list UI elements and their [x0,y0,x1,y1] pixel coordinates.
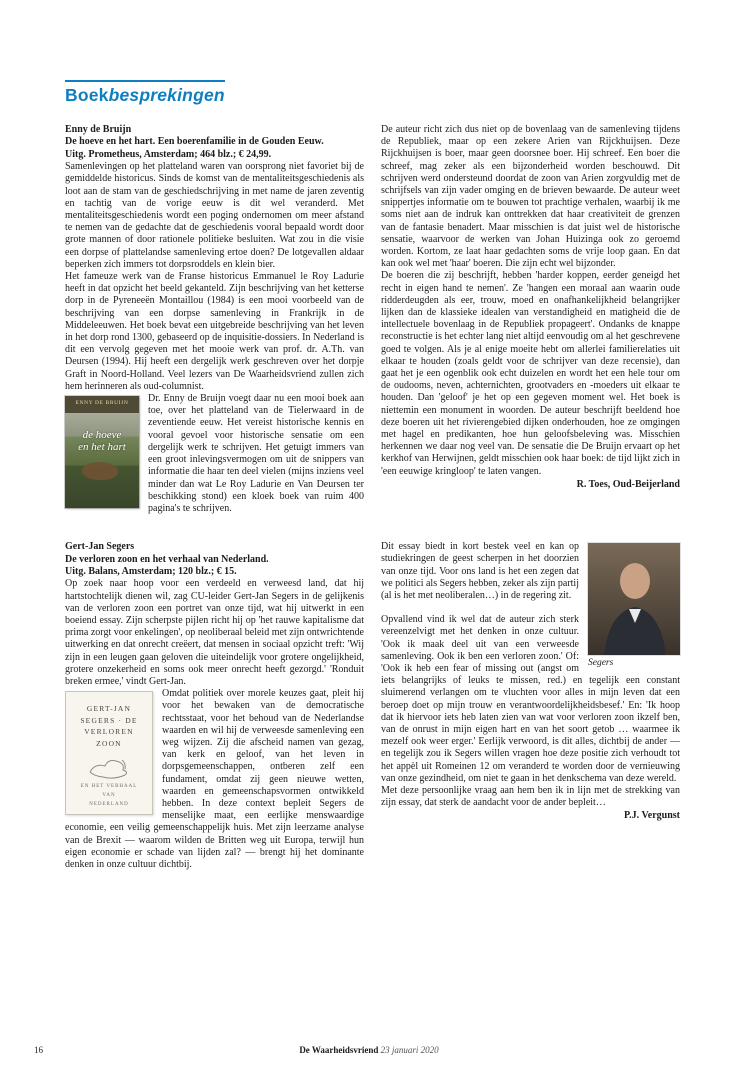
review1-heading [65,124,364,161]
cover-title-line: en het hart [78,440,126,453]
cover-title-line: SEGERS · DE [80,715,138,725]
review-book-title: De hoeve en het hart. Een boerenfamilie in de Gouden Eeuw. [65,136,324,148]
review-paragraph: Dr. Enny de Bruijn voegt daar nu een mooi boek aan toe, over het platteland van de Tielerwaard in de zeventiende eeuw. Het vereist historische kennis en vooral gevoel voor historische sensatie om een dergelijk werk te schrijven. Het getuigt immers van een groot inlevingsvermogen om uit de snippers van informatie die haar ten deel vielen (mijns inziens veel minder dan wat Le Roy Ladurie en Van Deursen ter beschikking stond) een kloek boek van ruim 400 pagina's te schrijven. [148,393,364,514]
book-cover-hoeve-en-het-hart [65,396,139,508]
review2-right-column [381,541,680,871]
title-italic-part: besprekingen [108,85,225,105]
review1-right-column [381,124,680,515]
page-content [65,0,680,871]
review-publisher: Uitg. Prometheus, Amsterdam; 464 blz.; € 24,99. [65,148,272,160]
review-paragraph: Op zoek naar hoop voor een verdeeld en verweesd land, dat hij hartstochtelijk dienen wil, zag CU-leider Gert-Jan Segers in de gelijkenis van de verloren zoon een portret van onze tijd, wat hij uitwerkt in een boeiend essay. Zijn scherpste pijlen richt hij op 'het rauwe kapitalisme dat prima zorgt voor enkelingen', op neoliberaal beleid met zijn ontwrichtende uitwerking en dat onrecht creëert, dat mensen in sociaal opzicht treft: 'Wij zijn in een leugen gaan geloven die uiteindelijk voor grotere ongelijkheid, grotere onzekerheid en soms ook meer onrecht heeft gezorgd.' 'Ronduit breken ermee,' vindt Gert-Jan. [65,578,364,687]
paragraph-with-cover [65,393,364,515]
page-number: 16 [34,1045,43,1055]
cover-author-text: ENNY DE BRUIJN [75,400,129,407]
cover-subtitle-line: EN HET VERHAAL [80,783,138,789]
review-paragraph: Samenlevingen op het platteland waren van oorsprong niet favoriet bij de gemiddelde historicus. Sinds de komst van de mentaliteitsgeschiedenis als loot aan de stam van de geschiedschrijving in met name de jaren zeventig en tachtig van de vorige eeuw is dit wel veranderd. Met mentaliteitsgeschiedenis wordt een poging ondernomen om meer afstand te nemen van de gedachte dat de geschiedenis vooral bepaald wordt door grote mannen of door rationele politieke besluiten. Wat zou in die visie een dorpse of plattelandse samenleving ertoe doen? De lotgevallen aldaar beperken zich immers tot dorpsroddels en klein bier. [65,161,364,270]
review1-left-column [65,124,364,515]
cover-subtitle-line: VAN [102,792,116,798]
review-paragraph: De auteur richt zich dus niet op de bovenlaag van de samenleving tijdens de Republiek, maar op een zekere Arien van Rijckhuijsen. Deze Rijckhuijsen is boer, maar geen doorsnee boer. Hij schreef. Een boer die schreef, mag zeker als een bijzonderheid worden beschouwd. Dit schrijven werd ondersteund doordat de zoon van Arien zorgvuldig met de schrijfsels van zijn vader omging en de brieven bewaarde. De auteur weet snippertjes informatie om te bouwen tot prachtige verhalen, waarbij ik me soms niet aan de indruk kan onttrekken dat haar creativiteit de grenzen van de fantasie benadert. Maar misschien is dat juist wel de historische sensatie, waarvoor de werken van Johan Huizinga ook zo geroemd worden. Kortom, ze laat haar gedachten soms de vrije loop gaan. En dat kan ook wel met 'haar' boeren. Die zijn echt wel bijzonder. [381,124,680,270]
book-review-2 [65,541,680,871]
segers-photo-figure [588,543,680,668]
review2-heading [65,541,364,578]
review-paragraph: Het fameuze werk van de Franse historicus Emmanuel le Roy Ladurie heeft in dat opzicht het beeld gekanteld. Zijn beschrijving van het ketterse dorp in de Pyreneeën Montaillou (1984) is een mooi voorbeeld van de beschrijving van een dorpse samenleving in Frankrijk in de Middeleeuwen. Het boek bevat een uitgebreide beschrijving van het leven in het dorp rond 1300, gebaseerd op de inquisitie-dossiers. In Nederland is dit een vervolg gegeven met het mooie werk van prof. dr. A.Th. van Deursen (1994). Hij heeft een dergelijk werk geschreven over het dorpje Graft in Noord-Holland. Veel lezers van De Waarheidsvriend zullen zich hem herinneren als oud-columnist. [65,271,364,392]
cover-title-line: ZOON [96,739,122,749]
cover-title-line: GERT-JAN [86,704,132,714]
review-paragraph: Opvallend vind ik wel dat de auteur zich sterk vereenzelvigt met het denken in onze cultuur. 'Ook ik maak deel uit van een verweesde samenleving. Ook ik ben een verloren zoon.' Of: 'Ook ik heb een fear of missing out (angst om iets belangrijks of leuks te missen, red.) en tegelijk een constant sluimerend verlangen om te vluchten voor alles in mijn leven dat een beroep doet op mijn trouw en verantwoordelijkheidsbesef.' En: 'Ik hoop dat ik hiervoor iets heb laten zien van wat voor verloren zoon ikzelf ben, van de onrust in mijn eigen hart en van het soort getob … waarmee ik mezelf ook weer erger.' Eerlijk verwoord, is dit alles, dichtbij de ander — en tegelijk zou ik Segers willen vragen hoe deze positie zich verhoudt tot het appèl uit Romeinen 12 om veranderd te worden door de vernieuwing van onze gezindheid, om niet te gaan in het denkschema van deze wereld. [381,614,680,784]
page-title [65,80,225,106]
review-paragraph: Dit essay biedt in kort bestek veel en kan op studiekringen de geest scherpen in het doorzien van onze tijd. Voor ons land is het een zegen dat we politici als Segers hebben, zeker als zijn partij (al is het met neoliberalen…) in de regering zit. [381,541,579,601]
review-paragraph: Met deze persoonlijke vraag aan hem ben ik in lijn met de strekking van zijn essay, dat sterk de aandacht voor de ander bepleit… [381,784,680,809]
photo-caption: Segers [588,658,614,669]
footer-center [0,1045,738,1055]
prodigal-son-sketch-icon [82,754,136,780]
review-publisher: Uitg. Balans, Amsterdam; 120 blz.; € 15. [65,565,237,577]
cover-subtitle-line: NEDERLAND [89,801,129,807]
issue-date: 23 januari 2020 [380,1045,439,1055]
review-paragraph: De boeren die zij beschrijft, hebben 'harder koppen, eerder geneigd het recht in eigen hand te nemen'. Ze 'hangen een moraal aan waarin oude ridderdeugden als eer, trouw, moed en onafhankelijkheid belangrijker lijken dan de klassieke idealen van verstandigheid en matigheid die de intellectuele bovenlaag in de Republiek propageert'. Ondanks de knappe reconstructie is het echter lang niet altijd eenvoudig om al het geschrevene goed te volgen. Als je al enige moeite hebt om allerlei familierelaties uit elkaar te houden (zoals geldt voor de schrijver van deze recensie), dan gaat het je een ogenblik ook echt duizelen en wordt het een hele tour om de oudooms, neven, achternichten, grootvaders en -moeders uit elkaar te houden. Dan 'geloof' je het op een gegeven moment wel. Het boek is niettemin een monument in woorden. De auteur beschrijft beeldend hoe deze boeren uit het rivierengebied dijken onderhouden, hoe ze omgingen met hagel en predikanten, hoe hun geloofsbeleving was. Misschien herkennen we daar nog veel van. De sensatie die De Bruijn ervaart op het kerkhof van Herwijnen, geldt misschien ook haar boek: de tijd lijkt zich in 'een eeuwige kringloop' te laten vangen. [381,270,680,477]
segers-portrait-photo [588,543,680,655]
book-review-1 [65,124,680,515]
paragraph-with-cover [65,688,364,871]
reviewer-signature: R. Toes, Oud-Beijerland [576,478,680,490]
review2-left-column [65,541,364,871]
cover-title-line: VERLOREN [84,727,134,737]
cover-title-text [66,703,152,750]
review-book-title: De verloren zoon en het verhaal van Nederland. [65,553,269,565]
magazine-name: De Waarheidsvriend [299,1045,379,1055]
review-paragraph: Omdat politiek over morele keuzes gaat, pleit hij voor het bewaken van de democratische rechtsstaat, voor het behoud van de Nederlandse waarden en wil hij de verweesde samenleving een weg wijzen. Zij die afscheid namen van gezag, van kerk en geloof, van het leven in dorpsgemeenschappen, ontberen zelf een fundament, omdat zij geen nieuwe wetten, waarden en gemeenschapsvormen ontwikkeld hebben. In deze context bepleit Segers de menselijke maat, een eerlijke menswaardige economie, een veilig gemeenschappelijk huis. Met zijn leerzame analyse van de Brexit — waarom wilden de Britten weg uit Europa, terwijl hun eigen economie er schade van lijden zal? — brengt hij het dominante denken in onze cultuur dichtbij. [65,688,364,870]
cover-title-line: de hoeve [82,429,122,442]
section-header [65,80,680,106]
cover-cow-illustration [82,462,118,480]
cover-title-text [65,430,139,454]
page-footer [0,1045,738,1055]
reviewer-signature: P.J. Vergunst [623,810,680,822]
review-author: Enny de Bruijn [65,124,132,135]
review-author: Gert-Jan Segers [65,541,135,553]
cover-subtitle-text [66,782,152,809]
title-bold-part: Boek [65,85,109,105]
book-cover-verloren-zoon [65,691,153,815]
